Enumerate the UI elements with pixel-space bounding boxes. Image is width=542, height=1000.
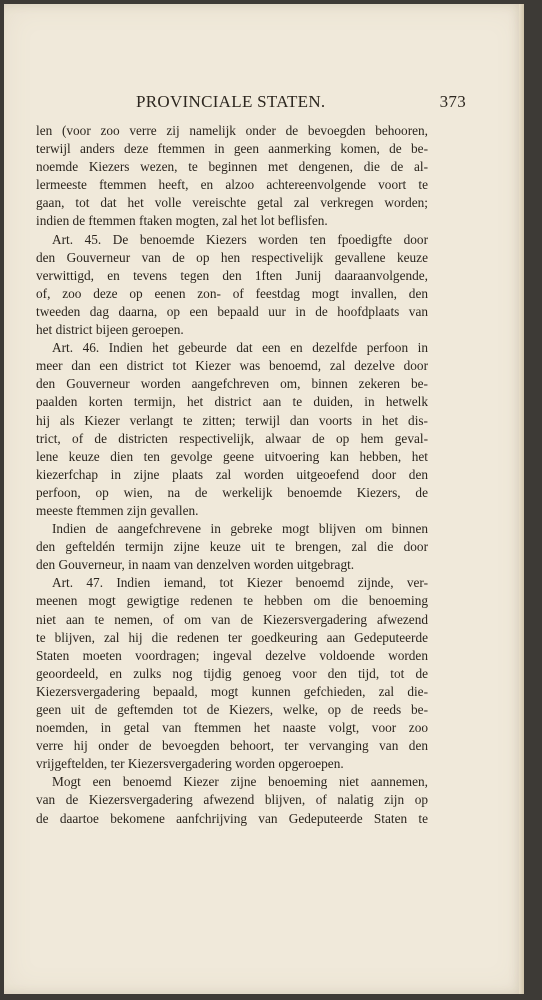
book-page — [4, 4, 524, 994]
text-line: geen uit de geftemden tot de Kiezers, welke, op de reeds be- — [36, 702, 428, 717]
text-line: Art. 46. Indien het gebeurde dat een en dezelfde perfoon in — [52, 340, 428, 356]
text-line: den gefteldén termijn zijne keuze uit te brengen, zal die door — [36, 539, 428, 555]
text-line: noemden, in getal van ftemmen het naaste volgt, voor zoo — [36, 720, 428, 736]
text-line: noemde Kiezers wezen, te beginnen met dengenen, die de al- — [36, 159, 428, 175]
text-line: vrijgeftelden, ter Kiezersvergadering worden opgeroepen. — [36, 756, 344, 772]
text-line: de daartoe bekomene aanfchrijving van Gedeputeerde Staten te — [36, 810, 428, 826]
text-line: lene keuze dien ten gevolge geene uitvoering kan hebben, het — [36, 448, 428, 464]
page-edge — [519, 4, 524, 994]
running-title: PROVINCIALE STATEN. — [136, 92, 326, 111]
text-line: kiezerfchap in zijne plaats zal worden uitgeoefend door den — [36, 466, 428, 482]
text-line: perfoon, op wien, na de werkelijk benoemde Kiezers, de — [36, 484, 428, 500]
text-line: te blijven, zal hij die redenen ter goedkeuring aan Gedeputeerde — [36, 629, 428, 645]
text-line: verre hij onder de bevoegden behoort, ter vervanging van den — [36, 738, 428, 754]
text-line: den Gouverneur worden aangefchreven om, binnen zekeren be- — [36, 376, 428, 392]
text-line: Art. 47. Indien iemand, tot Kiezer benoemd zijnde, ver- — [52, 575, 428, 591]
text-line: indien de ftemmen ftaken mogten, zal het lot beflisfen. — [36, 213, 328, 229]
text-line: meeste ftemmen zijn gevallen. — [36, 502, 199, 518]
text-line: Indien de aangefchrevene in gebreke mogt blijven om binnen — [52, 521, 428, 537]
text-line: den Gouverneur van de op hen respectivelijk gevallene keuze — [36, 249, 428, 265]
text-line: meer dan een district tot Kiezer was benoemd, zal dezelve door — [36, 358, 428, 374]
text-line: Art. 45. De benoemde Kiezers worden ten fpoedigfte door — [52, 231, 428, 247]
text-line: meenen mogt gewigtige redenen te hebben om die benoeming — [36, 593, 428, 609]
text-line: niet aan te nemen, of om van de Kiezersvergadering afwezend — [36, 611, 428, 627]
text-line: len (voor zoo verre zij namelijk onder de bevoegden behooren, — [36, 123, 428, 138]
text-line: het district bijeen geroepen. — [36, 322, 184, 338]
text-line: Kiezersvergadering bepaald, mogt kunnen gefchieden, zal die- — [36, 683, 428, 699]
text-line: lermeeste ftemmen heeft, en alzoo achtereenvolgende voort te — [36, 177, 428, 193]
text-line: tweeden dag daarna, op een bepaald uur in de hoofdplaats van — [36, 303, 428, 319]
text-line: gaan, tot dat het volle vereischte getal zal verkregen worden; — [36, 195, 428, 211]
text-line: van de Kiezersvergadering afwezend blijven, of nalatig zijn op — [36, 792, 428, 808]
text-line: Staten moeten voordragen; ingeval dezelve voldoende worden — [36, 647, 428, 663]
running-head — [36, 92, 466, 114]
body-text — [36, 122, 428, 828]
text-line: Mogt een benoemd Kiezer zijne benoeming niet aannemen, — [52, 774, 428, 790]
text-line: verwittigd, en tevens tegen den 1ften Junij daaraanvolgende, — [36, 267, 428, 283]
text-line: paalden korten termijn, het district aan te duiden, in hetwelk — [36, 394, 428, 410]
text-line: of, zoo deze op eenen zon- of feestdag mogt invallen, den — [36, 285, 428, 301]
text-line: hij als Kiezer verlangt te zitten; terwijl dan voorts in het dis- — [36, 412, 428, 428]
text-line: geoordeeld, en zulks nog tijdig genoeg voor den tijd, tot de — [36, 665, 428, 681]
text-line: trict, of de districten respectivelijk, alwaar de op hem geval- — [36, 430, 428, 446]
page-number: 373 — [439, 92, 466, 111]
text-line: terwijl anders deze ftemmen in geen aanmerking komen, de be- — [36, 141, 428, 157]
text-line: den Gouverneur, in naam van denzelven worden uitgebragt. — [36, 557, 355, 573]
